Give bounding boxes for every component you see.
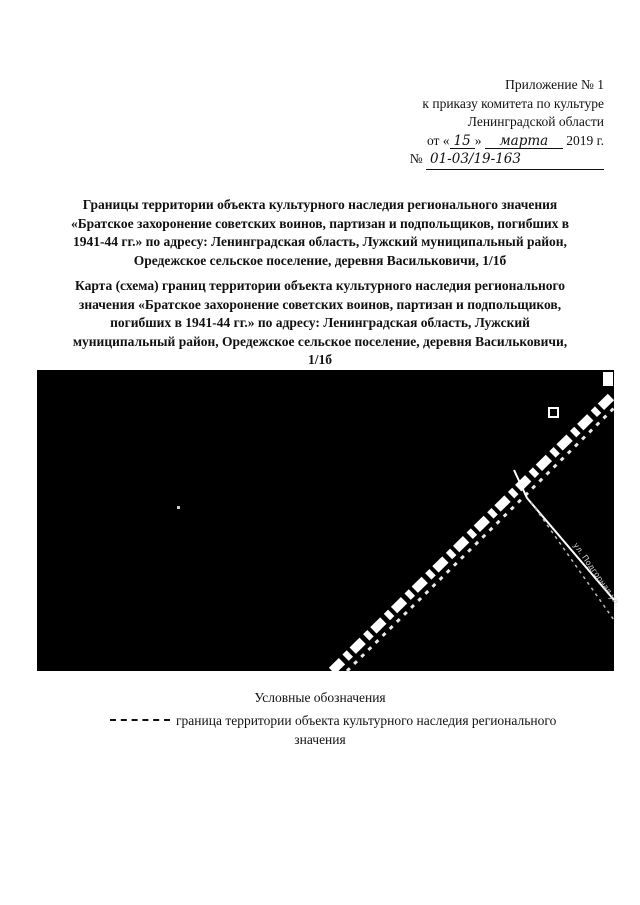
handwritten-day: 15: [450, 134, 475, 149]
appendix-number: № 01-03/19-163: [410, 150, 604, 170]
map-point: [177, 506, 180, 509]
appendix-order: к приказу комитета по культуре: [422, 95, 604, 111]
main-road: [332, 394, 614, 671]
map-marker-icon: [603, 372, 613, 386]
handwritten-month: марта: [485, 134, 563, 149]
legend-title: Условные обозначения: [254, 690, 386, 705]
appendix-region: Ленинградской области: [467, 114, 604, 129]
boundary-map: [37, 370, 623, 671]
dashed-boundary-icon: [110, 719, 170, 721]
side-street-edge: [531, 502, 614, 620]
map-drawing: [37, 370, 614, 671]
appendix-header: [410, 76, 604, 170]
street-label: ул. Подгорная ул.: [571, 541, 623, 608]
document-title: Границы территории объекта культурного наследия регионального значения «Братское захоронение советских воинов, партизан и подпольщиков, погибших в 1941-44 гг.» по адресу: Ленинградская область, Лужский муниципальный район, Оредежское сельское поселение, деревня Васильковичи, 1/1б: [70, 197, 570, 268]
legend-item: граница территории объекта культурного наследия регионального: [110, 712, 590, 730]
handwritten-number: 01-03/19-163: [430, 151, 521, 167]
legend-item-text-continued: значения: [294, 732, 346, 747]
road-edge: [347, 408, 614, 671]
appendix-title: Приложение № 1: [505, 77, 604, 92]
date-year: 2019 г.: [566, 132, 604, 148]
map-title: Карта (схема) границ территории объекта культурного наследия регионального значения «Братское захоронение советских воинов, партизан и подпольщиков, погибших в 1941-44 гг.» по адресу: Ленинградская область, Лужский муниципальный район, Оредежское сельское поселение, деревня Васильковичи, 1/1б: [72, 278, 568, 368]
appendix-date: от « 15 » марта 2019 г.: [426, 132, 604, 149]
